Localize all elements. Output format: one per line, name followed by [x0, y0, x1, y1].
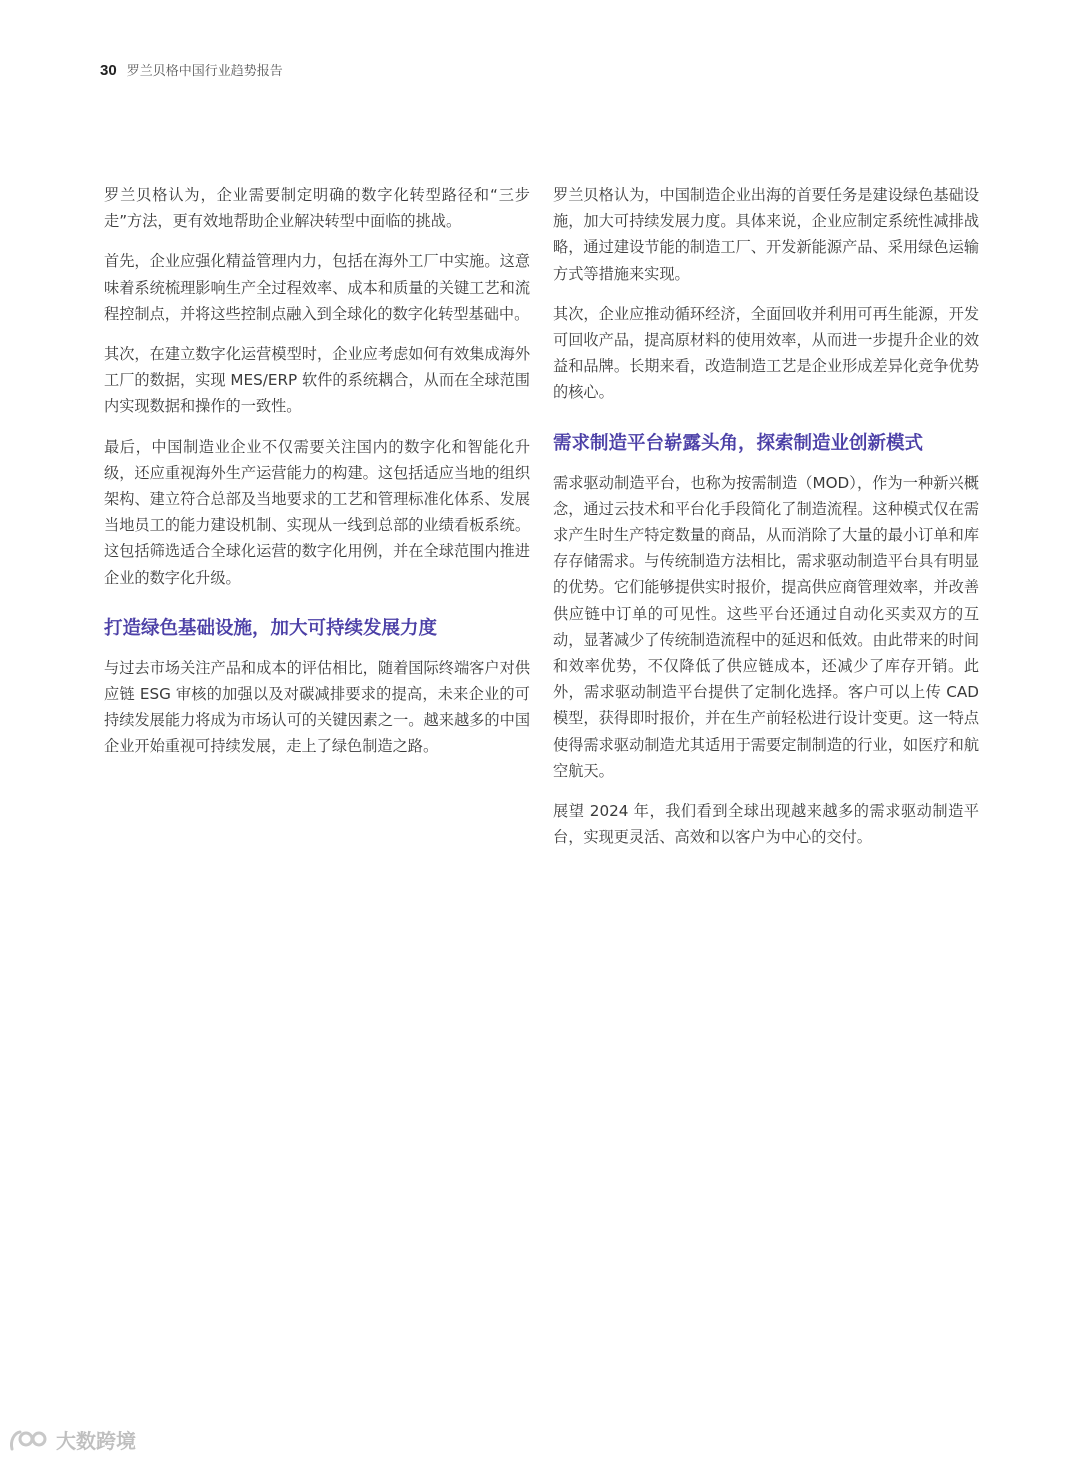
report-title: 罗兰贝格中国行业趋势报告 — [126, 64, 283, 79]
right-column — [553, 182, 979, 864]
left-paragraph-4: 最后，中国制造业企业不仅需要关注国内的数字化和智能化升级，还应重视海外生产运营能力的构建。这包括适应当地的组织架构、建立符合总部及当地要求的工艺和管理标准化体系、发展当地员工的能力建设机制、实现从一线到总部的业绩看板系统。这包括筛选适合全球化运营的数字化用例，并在全球范围内推进企业的数字化升级。 — [104, 437, 530, 587]
watermark-logo-icon — [8, 1427, 52, 1453]
watermark-text: 大数跨境 — [56, 1429, 136, 1453]
section-heading-green-infrastructure: 打造绿色基础设施，加大可持续发展力度 — [104, 617, 438, 639]
page-number: 30 — [100, 62, 117, 79]
left-column — [104, 182, 530, 774]
watermark — [8, 1425, 136, 1454]
right-paragraph-1: 罗兰贝格认为，中国制造企业出海的首要任务是建设绿色基础设施，加大可持续发展力度。具体来说，企业应制定系统性减排战略，通过建设节能的制造工厂、开发新能源产品、采用绿色运输方式等措施来实现。 — [553, 186, 979, 283]
left-paragraph-3: 其次，在建立数字化运营模型时，企业应考虑如何有效集成海外工厂的数据，实现 MES/ERP 软件的系统耦合，从而在全球范围内实现数据和操作的一致性。 — [104, 345, 530, 416]
page-header — [100, 60, 283, 79]
left-paragraph-1: 罗兰贝格认为，企业需要制定明确的数字化转型路径和“三步走”方法，更有效地帮助企业解决转型中面临的挑战。 — [104, 186, 530, 231]
section-heading-demand-manufacturing: 需求制造平台崭露头角，探索制造业创新模式 — [553, 432, 924, 454]
left-section-paragraph-1: 与过去市场关注产品和成本的评估相比，随着国际终端客户对供应链 ESG 审核的加强以及对碳减排要求的提高，未来企业的可持续发展能力将成为市场认可的关键因素之一。越来越多的中国企业开始重视可持续发展，走上了绿色制造之路。 — [104, 658, 530, 756]
right-section-paragraph-1: 需求驱动制造平台，也称为按需制造（MOD），作为一种新兴概念，通过云技术和平台化手段简化了制造流程。这种模式仅在需求产生时生产特定数量的商品，从而消除了大量的最小订单和库存存储需求。与传统制造方法相比，需求驱动制造平台具有明显的优势。它们能够提供实时报价，提高供应商管理效率，并改善供应链中订单的可见性。这些平台还通过自动化买卖双方的互动，显著减少了传统制造流程中的延迟和低效。由此带来的时间和效率优势，不仅降低了供应链成本，还减少了库存开销。此外，需求驱动制造平台提供了定制化选择。客户可以上传 CAD 模型，获得即时报价，并在生产前轻松进行设计变更。这一特点使得需求驱动制造尤其适用于需要定制制造的行业，如医疗和航空航天。 — [553, 473, 979, 780]
right-section-paragraph-2: 展望 2024 年，我们看到全球出现越来越多的需求驱动制造平台，实现更灵活、高效和以客户为中心的交付。 — [553, 802, 979, 847]
left-paragraph-2: 首先，企业应强化精益管理内力，包括在海外工厂中实施。这意味着系统梳理影响生产全过程效率、成本和质量的关键工艺和流程控制点，并将这些控制点融入到全球化的数字化转型基础中。 — [104, 252, 530, 323]
right-paragraph-2: 其次，企业应推动循环经济，全面回收并利用可再生能源，开发可回收产品，提高原材料的使用效率，从而进一步提升企业的效益和品牌。长期来看，改造制造工艺是企业形成差异化竞争优势的核心。 — [553, 304, 979, 402]
